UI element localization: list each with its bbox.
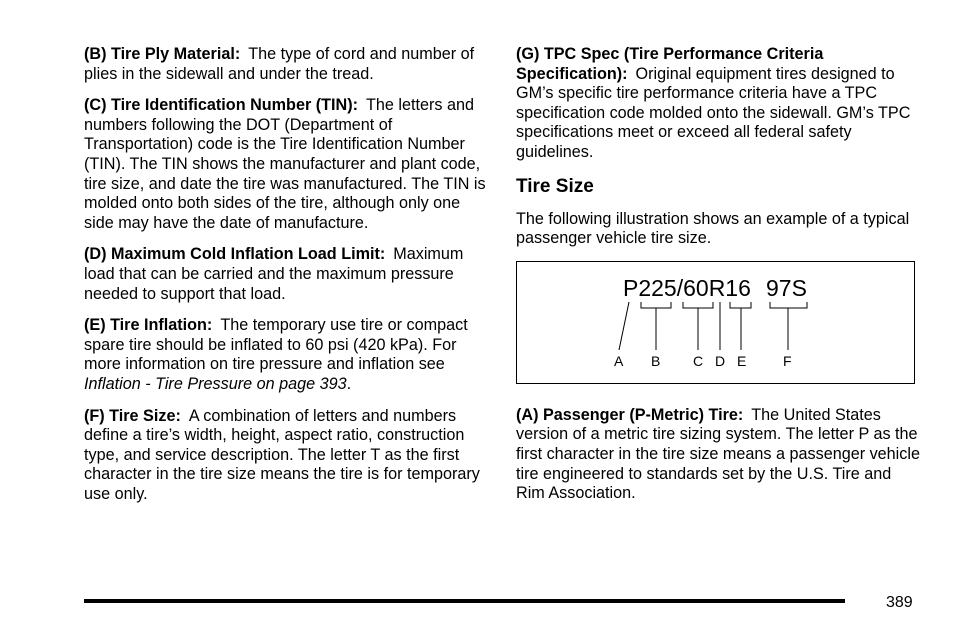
- callout-label-f: F: [783, 352, 792, 369]
- passenger-tire-text: The United States version of a metric tire sizing system. The letter P as the first character in the tire size means a passenger vehicle tire engineered to standards set by the U.S. Tire and Rim Association.: [516, 405, 920, 503]
- passenger-tire-paragraph: [516, 406, 922, 504]
- tpc-spec-paragraph: [516, 45, 922, 163]
- tire-code-main: P225/60R16: [623, 274, 751, 301]
- callout-bracket-b: [641, 302, 671, 308]
- tire-size-illustration: [516, 261, 915, 384]
- tire-ply-material-text: The type of cord and number of plies in the sidewall and under the tread.: [84, 45, 475, 83]
- tire-inflation-text: The temporary use tire or compact spare tire should be inflated to 60 psi (420 kPa). For more information on tire pressure and inflation see: [84, 316, 468, 374]
- callout-label-c: C: [693, 352, 704, 369]
- callout-label-b: B: [651, 352, 661, 369]
- tire-inflation-term: (E) Tire Inflation:: [84, 316, 213, 335]
- max-load-term: (D) Maximum Cold Inflation Load Limit:: [84, 245, 386, 264]
- tin-text: The letters and numbers following the DOT (Department of Transportation) code is the Tire Identification Number (TIN). The TIN shows the manufacturer and plant code, tire size, and date the tire was manufactured. The TIN is molded onto both sides of the tire, although only one side may have the date of manufacture.: [84, 96, 486, 232]
- tpc-spec-text: Original equipment tires designed to GM’s specific tire performance criteria have a TPC specification code molded onto the sidewall. GM’s TPC specifications meet or exceed all federal safety guidelines.: [516, 64, 911, 161]
- tpc-spec-term: (G) TPC Spec (Tire Performance Criteria Specification):: [516, 45, 824, 83]
- inflation-cross-reference-link[interactable]: Inflation - Tire Pressure on page 393: [84, 374, 347, 393]
- tire-size-heading: Tire Size: [516, 175, 594, 197]
- callout-bracket-c: [683, 302, 713, 308]
- tire-size-paragraph: [84, 407, 488, 505]
- tin-term: (C) Tire Identification Number (TIN):: [84, 96, 358, 115]
- footer-rule: [84, 599, 845, 603]
- tire-inflation-paragraph: [84, 316, 488, 394]
- callout-label-d: D: [715, 352, 726, 369]
- page-number: 389: [886, 594, 913, 611]
- tire-size-text: A combination of letters and numbers define a tire’s width, height, aspect ratio, construction type, and service description. The letter T as the first character in the tire size means the tire is for temporary use only.: [84, 406, 480, 503]
- tire-size-diagram: [517, 262, 916, 385]
- callout-bracket-f: [770, 302, 807, 308]
- max-load-paragraph: [84, 245, 488, 304]
- tin-paragraph: [84, 96, 488, 233]
- callout-label-e: E: [737, 352, 747, 369]
- callout-lines: [619, 302, 807, 350]
- left-column: [84, 45, 488, 516]
- tire-ply-material-term: (B) Tire Ply Material:: [84, 45, 241, 63]
- tire-ply-material-paragraph: [84, 45, 488, 84]
- passenger-tire-term: (A) Passenger (P-Metric) Tire:: [516, 405, 744, 424]
- tire-code-service: 97S: [766, 274, 807, 301]
- tire-inflation-end: .: [346, 374, 352, 393]
- callout-line-a: [619, 302, 629, 350]
- max-load-text: Maximum load that can be carried and the maximum pressure needed to support that load.: [84, 245, 464, 303]
- callout-bracket-e: [730, 302, 751, 308]
- tire-size-term: (F) Tire Size:: [84, 406, 181, 425]
- callout-labels: [614, 353, 792, 369]
- right-column: [516, 45, 922, 516]
- callout-label-a: A: [614, 352, 624, 369]
- tire-size-intro: The following illustration shows an example of a typical passenger vehicle tire size.: [516, 209, 910, 248]
